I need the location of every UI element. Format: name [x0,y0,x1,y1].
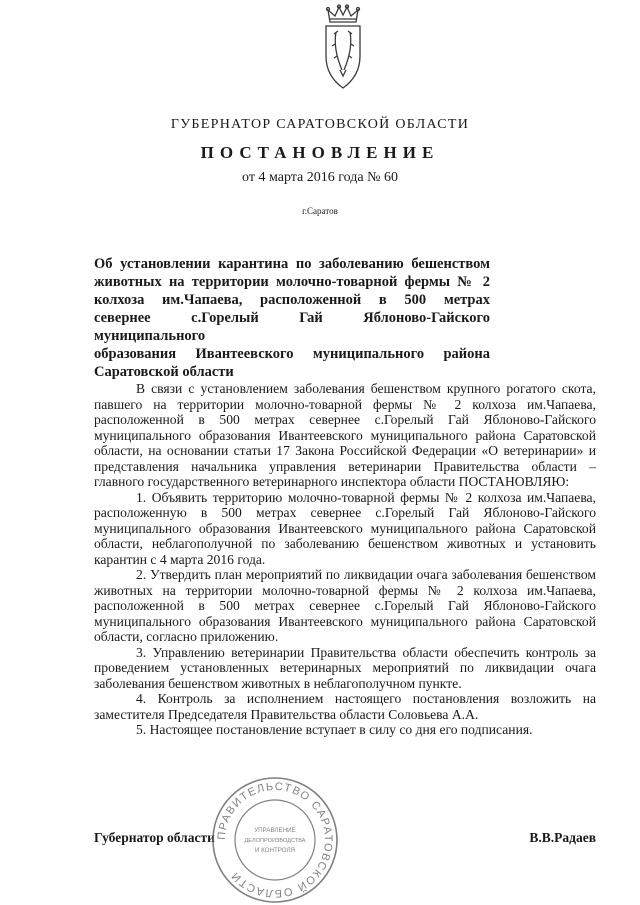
clause-5-paragraph: 5. Настоящее постановление вступает в силу со дня его подписания. [136,722,533,737]
document-type-title: ПОСТАНОВЛЕНИЕ [200,143,440,162]
subject-line: Саратовской области [94,364,234,380]
clause-1-paragraph: 1. Объявить территорию молочно-товарной фермы № 2 колхоза им.Чапаева, расположенную в 500 метрах севернее с.Горелый Гай Яблоново-Гайского муниципального образования Ивантеевского муниципального района Саратовской области, неблагополучной по заболеванию бешенством животных и установить карантин с 4 марта 2016 года. [94,489,596,567]
signature-block [94,830,596,850]
document-subject [94,255,490,381]
subject-line: севернее с.Горелый Гай Яблоново-Гайского муниципального [94,310,490,344]
date-number-line: от 4 марта 2016 года № 60 [242,170,398,185]
stamp-ring-text: ПРАВИТЕЛЬСТВО САРАТОВСКОЙ ОБЛАСТИ [215,780,335,900]
stamp-center-line: УПРАВЛЕНИЕ [254,827,296,834]
city-line: г.Саратов [302,206,338,216]
issuing-authority: ГУБЕРНАТОР САРАТОВСКОЙ ОБЛАСТИ [170,117,470,132]
subject-line: колхоза им.Чапаева, расположенной в 500 метрах [94,292,490,308]
signatory-name: В.В.Радаев [529,830,596,845]
official-stamp-icon [210,775,340,905]
preamble-paragraph: В связи с установлением заболевания бешенством крупного рогатого скота, павшего на территории молочно-товарной фермы № 2 колхоза им.Чапаева, расположенной в 500 метрах севернее с.Горелый Гай Яблоново-Гайского муниципального образования Ивантеевского муниципального района Саратовской области, на основании статьи 17 Закона Российской Федерации «О ветеринарии» и представления начальника управления ветеринарии Правительства области – главного государственного ветеринарного инспектора области ПОСТАНОВЛЯЮ: [94,381,596,489]
subject-line: Об установлении карантина по заболеванию бешенством [94,256,490,272]
subject-line: животных на территории молочно-товарной фермы № 2 [94,274,490,290]
signatory-position: Губернатор области [94,830,215,845]
subject-line: образования Ивантеевского муниципального района [94,346,490,362]
clause-4-paragraph: 4. Контроль за исполнением настоящего постановления возложить на заместителя Председателя Правительства области Соловьева А.А. [94,691,596,722]
clause-3-paragraph: 3. Управлению ветеринарии Правительства области обеспечить контроль за проведением установленных ветеринарных мероприятий по ликвидации очага заболевания бешенством животных в неблагополучном пункте. [94,644,596,691]
stamp-center-line: ДЕЛОПРОИЗВОДСТВА [244,838,306,844]
document-body [94,381,596,738]
stamp-center-line: И КОНТРОЛЯ [254,847,296,854]
coat-of-arms-icon [318,4,368,96]
clause-2-paragraph: 2. Утвердить план мероприятий по ликвидации очага заболевания бешенством животных на территории молочно-товарной фермы № 2 колхоза им.Чапаева, расположенной в 500 метрах севернее с.Горелый Гай Яблоново-Гайского муниципального образования Ивантеевского муниципального района Саратовской области, согласно приложению. [94,567,596,644]
